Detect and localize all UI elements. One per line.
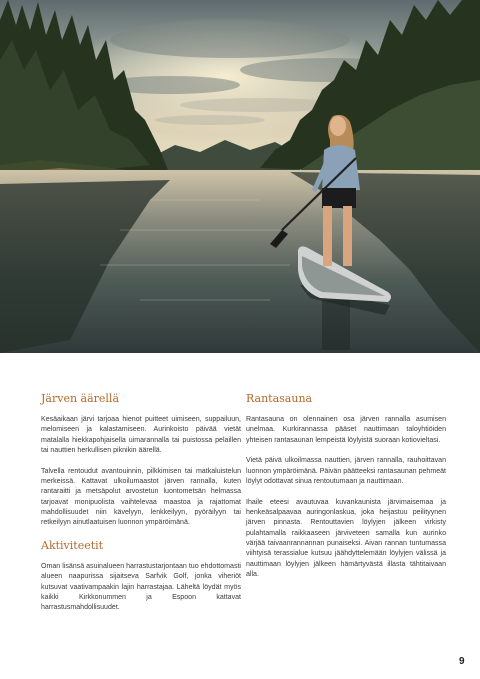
paragraph-winter: Talvella rentoudut avantouinnin, pilkkimisen tai matkaluistelun merkeissä. Kattavat ulkoilumaastot järven rannalla, kuten rantaraitti ja metsäpolut arvostetun luontometsän helmassa tarjoavat monipuolista vaihtelevaa maastoa ja rajattomat mahdollisuudet niin kävelyyn, lenkkeilyyn, pyöräilyyn tai retkeilyyn ainutlaatuisen luonnon ympäröimänä. <box>41 467 241 527</box>
page-number: 9 <box>459 656 465 667</box>
left-column <box>41 392 241 624</box>
right-column <box>246 392 446 591</box>
paragraph-sauna-day: Vietä päivä ulkoilmassa nauttien, järven rannalla, rauhoittavan luonnon ympäröimänä. Päivän päätteeksi rantasaunan pehmeät löylyt odottavat sinua rentoutumaan ja nauttimaan. <box>246 457 446 485</box>
paragraph-activities: Oman lisänsä asuinalueen harrastustarjontaan tuo ehdottomasti alueen naapurissa sijaitseva Sarfvik Golf, jonka viheriöt kutsuvat vaativampaakin lajin harrastajaa. Läheltä löydät myös kaikki Kirkkonummen ja Espoon kattavat harrastusmahdollisuudet. <box>41 562 241 612</box>
paragraph-summer: Kesäaikaan järvi tarjoaa hienot puitteet uimiseen, suppailuun, melomiseen ja kalastamiseen. Aurinkoisto päivää vietät matalalla hiekkapohjaisella uimarannalla tai puistossa pelaillen tai nauttien herkullisen piknikin äärellä. <box>41 416 241 454</box>
paragraph-sauna-intro: Rantasauna on olennainen osa järven rannalla asumisen unelmaa. Kurkirannassa pääset nauttimaan taloyhtiöiden yhteisen rantasaunan lempeistä löylyistä suoraan kotiovieltasi. <box>246 416 446 444</box>
paragraph-sauna-evening: Ihaile eteesi avautuvaa kuvankaunista järvimaisemaa ja henkeäsalpaavaa auringonlaskua, joka heijastuu peilityynen järven pinnasta. Rentouttavien löylyjen jälkeen virkisty pulahtamalla raikkaaseen järviveteen samalla kun aurinko värjää taivaanrannannan punaiseksi. Aivan rannan tuntumassa viihtyisä terassialue kutsuu jäähdyttelemään löylyjen välissä ja nauttimaan löylyjen jälkeen hämärtyvästä illasta tähtitaivaan alla. <box>246 498 446 578</box>
heading-jarven-aarella: Järven äärellä <box>41 392 120 405</box>
heading-rantasauna: Rantasauna <box>246 392 313 405</box>
heading-aktiviteetit: Aktiviteetit <box>41 538 104 552</box>
